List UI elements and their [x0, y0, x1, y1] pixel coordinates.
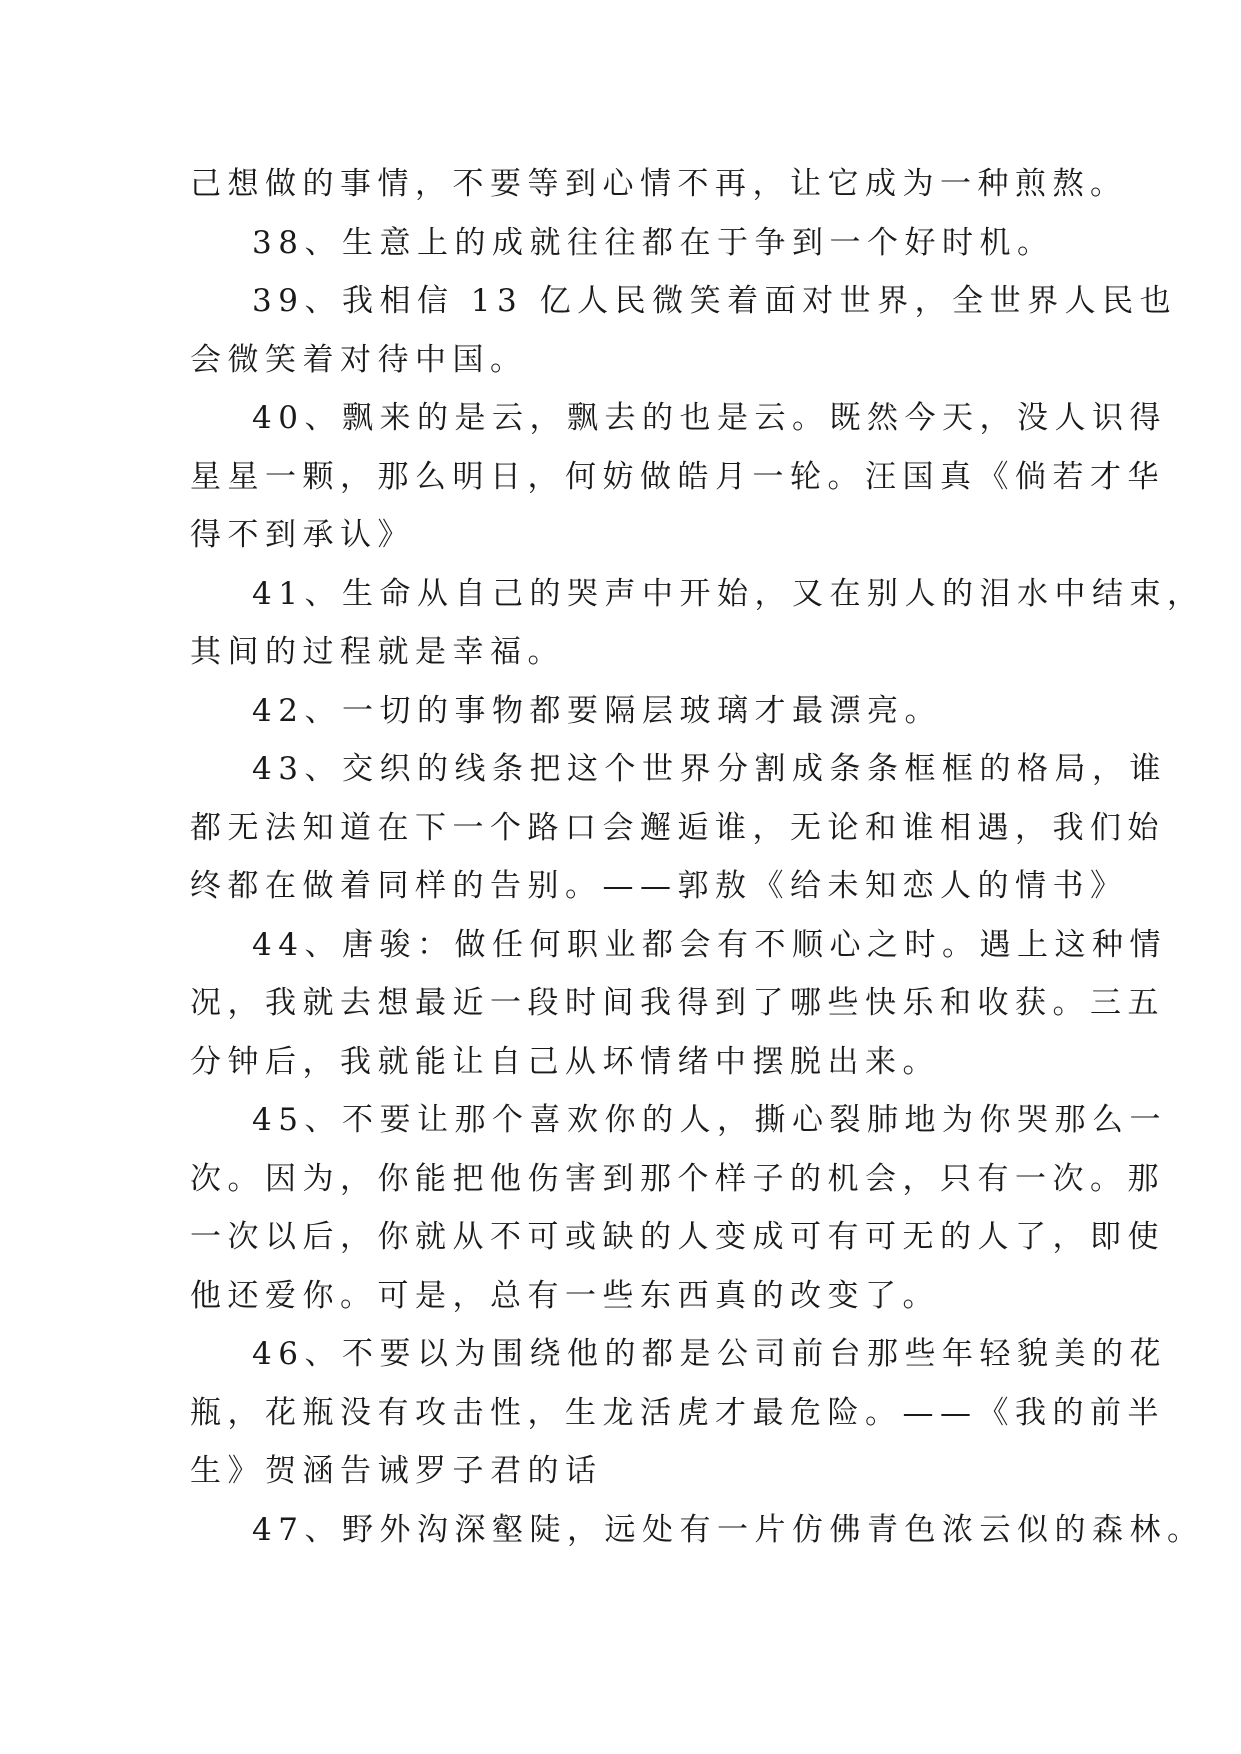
text-line: 40、飘来的是云，飘去的也是云。既然今天，没人识得 — [252, 400, 1167, 436]
text-line: 44、唐骏：做任何职业都会有不顺心之时。遇上这种情 — [252, 926, 1167, 963]
text-line: 况，我就去想最近一段时间我得到了哪些快乐和收获。三五 — [190, 985, 1165, 1021]
body-text — [190, 155, 1205, 1559]
text-line: 星星一颗，那么明日，何妨做皓月一轮。汪国真《倘若才华 — [190, 458, 1165, 495]
paragraph — [190, 740, 1167, 916]
paragraph — [190, 272, 1178, 389]
text-line: 次。因为，你能把他伤害到那个样子的机会，只有一次。那 — [190, 1160, 1165, 1197]
text-line: 45、不要让那个喜欢你的人，撕心裂肺地为你哭那么一 — [252, 1102, 1167, 1138]
paragraph — [190, 1501, 1205, 1560]
paragraph — [190, 1091, 1167, 1325]
text-line: 46、不要以为围绕他的都是公司前台那些年轻貌美的花 — [252, 1336, 1167, 1372]
text-line: 他还爱你。可是，总有一些东西真的改变了。 — [190, 1277, 940, 1314]
text-line: 己想做的事情，不要等到心情不再，让它成为一种煎熬。 — [190, 166, 1128, 202]
text-line: 分钟后，我就能让自己从坏情绪中摆脱出来。 — [190, 1043, 940, 1080]
text-line: 43、交织的线条把这个世界分割成条条框框的格局，谁 — [252, 751, 1167, 787]
text-line: 47、野外沟深壑陡，远处有一片仿佛青色浓云似的森林。 — [252, 1511, 1205, 1548]
text-line: 都无法知道在下一个路口会邂逅谁，无论和谁相遇，我们始 — [190, 809, 1165, 846]
text-line: 38、生意上的成就往往都在于争到一个好时机。 — [252, 224, 1055, 261]
paragraph — [190, 389, 1167, 565]
paragraph — [190, 916, 1167, 1092]
text-line: 一次以后，你就从不可或缺的人变成可有可无的人了，即使 — [190, 1219, 1165, 1255]
paragraph — [190, 155, 1128, 214]
text-line: 瓶，花瓶没有攻击性，生龙活虎才最危险。——《我的前半 — [190, 1394, 1165, 1431]
paragraph — [190, 565, 1205, 682]
text-line: 会微笑着对待中国。 — [190, 341, 528, 378]
text-line: 其间的过程就是幸福。 — [190, 634, 565, 670]
paragraph — [190, 214, 1055, 273]
text-line: 生》贺涵告诫罗子君的话 — [190, 1453, 603, 1489]
paragraph — [190, 1325, 1167, 1501]
text-line: 41、生命从自己的哭声中开始，又在别人的泪水中结束， — [252, 575, 1205, 612]
text-line: 终都在做着同样的告别。——郭敖《给未知恋人的情书》 — [190, 868, 1128, 904]
text-line: 39、我相信 13 亿人民微笑着面对世界，全世界人民也 — [252, 283, 1178, 319]
paragraph — [190, 682, 1050, 741]
text-line: 得不到承认》 — [190, 517, 415, 553]
text-line: 42、一切的事物都要隔层玻璃才最漂亮。 — [252, 692, 942, 729]
